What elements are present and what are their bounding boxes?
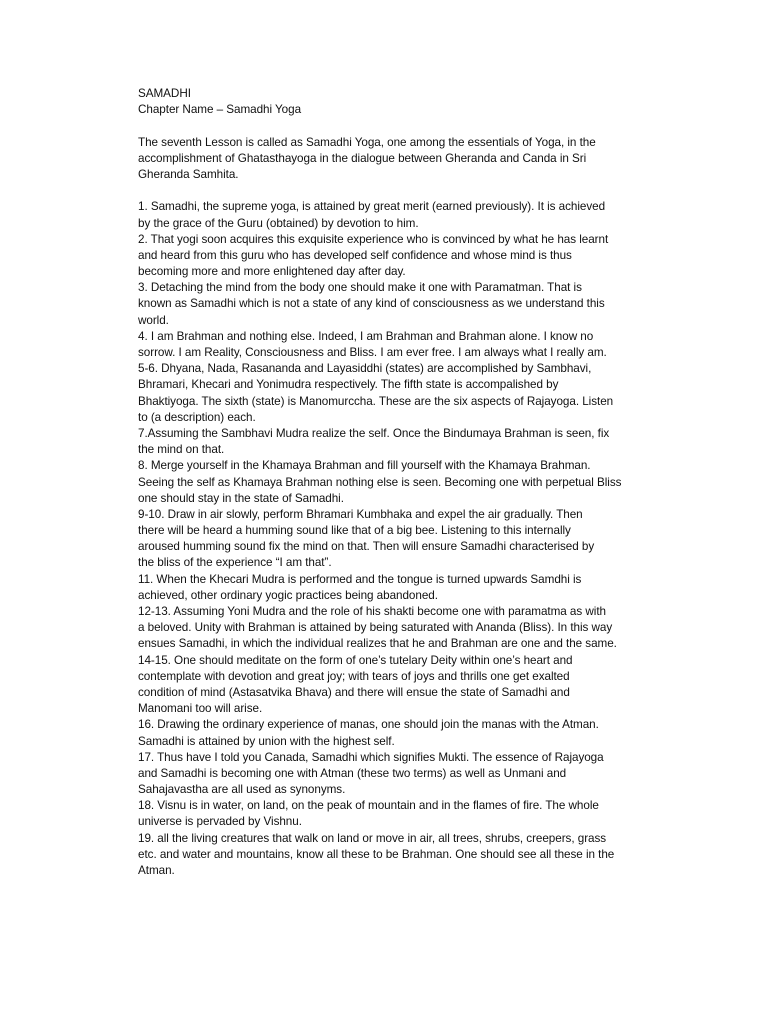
body-line: one should stay in the state of Samadhi.	[138, 491, 344, 505]
body-line: 1. Samadhi, the supreme yoga, is attained by great merit (earned previously). It is achieved	[138, 200, 606, 214]
intro-line: accomplishment of Ghatasthayoga in the dialogue between Gheranda and Canda in Sri	[138, 151, 587, 165]
body-line: 16. Drawing the ordinary experience of manas, one should join the manas with the Atman.	[138, 718, 599, 732]
body-line: 2. That yogi soon acquires this exquisite experience who is convinced by what he has learnt	[138, 232, 609, 246]
body-line: 12-13. Assuming Yoni Mudra and the role of his shakti become one with paramatma as with	[138, 605, 606, 618]
body-line: 9-10. Draw in air slowly, perform Bhramari Kumbhaka and expel the air gradually. Then	[138, 507, 583, 521]
paragraph-gap	[138, 118, 678, 134]
body-line: achieved, other ordinary yogic practices being abandoned.	[138, 588, 438, 602]
body-line: Samadhi is attained by union with the highest self.	[138, 734, 395, 748]
body-line: 4. I am Brahman and nothing else. Indeed, I am Brahman and Brahman alone. I know no	[138, 329, 594, 343]
body-line: 18. Visnu is in water, on land, on the peak of mountain and in the flames of fire. The whole	[138, 799, 599, 813]
body-line: ensues Samadhi, in which the individual realizes that he and Brahman are one and the same.	[138, 637, 617, 651]
body-line: universe is pervaded by Vishnu.	[138, 815, 302, 829]
body-line: 3. Detaching the mind from the body one should make it one with Paramatman. That is	[138, 281, 582, 295]
body-line: 5-6. Dhyana, Nada, Rasananda and Layasiddhi (states) are accomplished by Sambhavi,	[138, 362, 592, 376]
body-line: a beloved. Unity with Brahman is attained by being saturated with Ananda (Bliss). In this way	[138, 621, 613, 635]
body-line: becoming more and more enlightened day after day.	[138, 265, 406, 279]
intro-line: The seventh Lesson is called as Samadhi Yoga, one among the essentials of Yoga, in the	[138, 135, 596, 149]
body-line: the bliss of the experience “I am that”.	[138, 556, 332, 570]
body-line: 17. Thus have I told you Canada, Samadhi which signifies Mukti. The essence of Rajayoga	[138, 750, 604, 764]
body-line: contemplate with devotion and great joy; with tears of joys and thrills one get exalted	[138, 669, 570, 683]
body-line: by the grace of the Guru (obtained) by devotion to him.	[138, 216, 419, 230]
body-line: and Samadhi is becoming one with Atman (these two terms) as well as Unmani and	[138, 766, 567, 780]
paragraph-gap	[138, 183, 678, 199]
intro-line: Gheranda Samhita.	[138, 167, 239, 181]
body-line: Bhaktiyoga. The sixth (state) is Manomurccha. These are the six aspects of Rajayoga. Listen	[138, 394, 614, 408]
document-title: SAMADHI	[138, 87, 191, 100]
body-line: known as Samadhi which is not a state of any kind of consciousness as we understand this	[138, 297, 605, 311]
body-line: Atman.	[138, 864, 175, 877]
body-line: and heard from this guru who has developed self confidence and whose mind is thus	[138, 248, 572, 262]
body-line: the mind on that.	[138, 443, 225, 457]
body-line: to (a description) each.	[138, 410, 256, 424]
body-line: Seeing the self as Khamaya Brahman nothing else is seen. Becoming one with perpetual Bliss	[138, 475, 622, 489]
body-line: world.	[138, 313, 169, 327]
body-line: 14-15. One should meditate on the form of one’s tutelary Deity within one’s heart and	[138, 653, 573, 667]
body-line: 19. all the living creatures that walk on land or move in air, all trees, shrubs, creepers, grass	[138, 831, 607, 845]
body-line: there will be heard a humming sound like that of a big bee. Listening to this internally	[138, 524, 571, 538]
body-line: Sahajavasthа are all used as synonyms.	[138, 783, 346, 797]
body-line: Manomani too will arise.	[138, 702, 263, 716]
body-line: Bhramari, Khecari and Yonimudra respectively. The fifth state is accompalished by	[138, 378, 559, 392]
body-line: 11. When the Khecari Mudra is performed and the tongue is turned upwards Samdhi is	[138, 572, 582, 586]
body-line: condition of mind (Astasatvika Bhava) and there will ensue the state of Samadhi and	[138, 685, 570, 699]
document-content	[138, 86, 678, 879]
body-line: 7.Assuming the Sambhavi Mudra realize the self. Once the Bindumaya Brahman is seen, fix	[138, 426, 610, 440]
body-line: aroused humming sound fix the mind on that. Then will ensure Samadhi characterised by	[138, 540, 595, 554]
body-line: 8. Merge yourself in the Khamaya Brahman and fill yourself with the Khamaya Brahman.	[138, 459, 591, 473]
body-line: etc. and water and mountains, know all these to be Brahman. One should see all these in the	[138, 847, 615, 861]
body-line: sorrow. I am Reality, Consciousness and Bliss. I am ever free. I am always what I really am.	[138, 346, 607, 359]
chapter-name: Chapter Name – Samadhi Yoga	[138, 103, 302, 117]
